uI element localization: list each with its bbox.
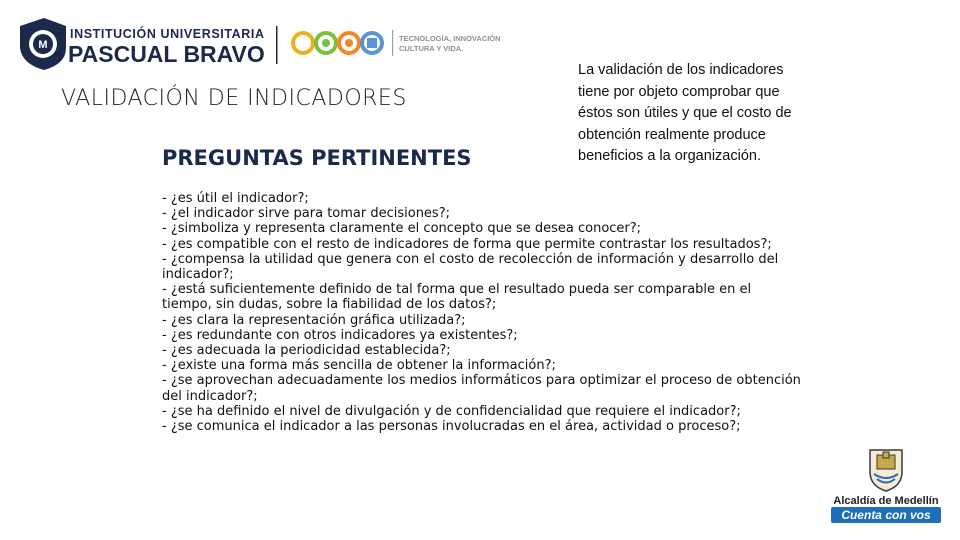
alcaldia-name: Alcaldía de Medellín	[833, 495, 939, 507]
colored-circles-icon	[293, 33, 382, 53]
question-item: - ¿está suficientemente definido de tal forma que el resultado pueda ser comparable en el tiempo, sin dudas, sobre la fiabilidad de los datos?;	[162, 282, 752, 313]
question-item: - ¿simboliza y representa claramente el concepto que se desea conocer?;	[162, 221, 642, 237]
question-item: - ¿es compatible con el resto de indicadores de forma que permite contrastar los resultados?;	[162, 236, 772, 252]
alcaldia-slogan: Cuenta con vos	[831, 507, 941, 523]
validation-note: La validación de los indicadores tiene por objeto comprobar que éstos son útiles y que el costo de obtención realmente produce beneficios a la organización.	[578, 62, 792, 165]
alcaldia-logo	[828, 446, 944, 524]
question-item: - ¿compensa la utilidad que genera con el costo de recolección de información y desarrollo del indicador?;	[162, 251, 779, 283]
svg-text:M: M	[38, 39, 48, 51]
question-item: - ¿se ha definido el nivel de divulgación y de confidencialidad que requiere el indicador?;	[162, 403, 741, 419]
question-item: - ¿es clara la representación gráfica utilizada?;	[162, 312, 466, 328]
shield-emblem-icon	[20, 18, 66, 70]
question-item: - ¿se comunica el indicador a las personas involucradas en el área, actividad o proceso?;	[162, 419, 741, 435]
question-item: - ¿es adecuada la periodicidad establecida?;	[162, 343, 451, 359]
tagline-line2: CULTURA Y VIDA.	[399, 44, 464, 53]
institution-logo	[18, 16, 501, 70]
questions-list	[162, 191, 802, 434]
question-item: - ¿existe una forma más sencilla de obtener la información?;	[162, 358, 556, 374]
question-item: - ¿se aprovechan adecuadamente los medios informáticos para optimizar el proceso de obtención del indicador?;	[162, 373, 801, 404]
institution-name-line1: INSTITUCIÓN UNIVERSITARIA	[70, 27, 265, 41]
tagline-line1: TECNOLOGÍA, INNOVACIÓN	[399, 34, 501, 43]
logo-divider	[276, 26, 278, 64]
coat-of-arms-icon	[866, 446, 906, 492]
slide-title: VALIDACIÓN DE INDICADORES	[61, 86, 407, 111]
question-item: - ¿el indicador sirve para tomar decisiones?;	[162, 206, 450, 222]
tagline-divider	[392, 30, 393, 56]
question-item: - ¿es redundante con otros indicadores ya existentes?;	[162, 327, 518, 343]
institution-name-line2: PASCUAL BRAVO	[68, 41, 265, 67]
slide-subtitle: PREGUNTAS PERTINENTES	[162, 146, 472, 170]
question-item: - ¿es útil el indicador?;	[162, 191, 309, 206]
